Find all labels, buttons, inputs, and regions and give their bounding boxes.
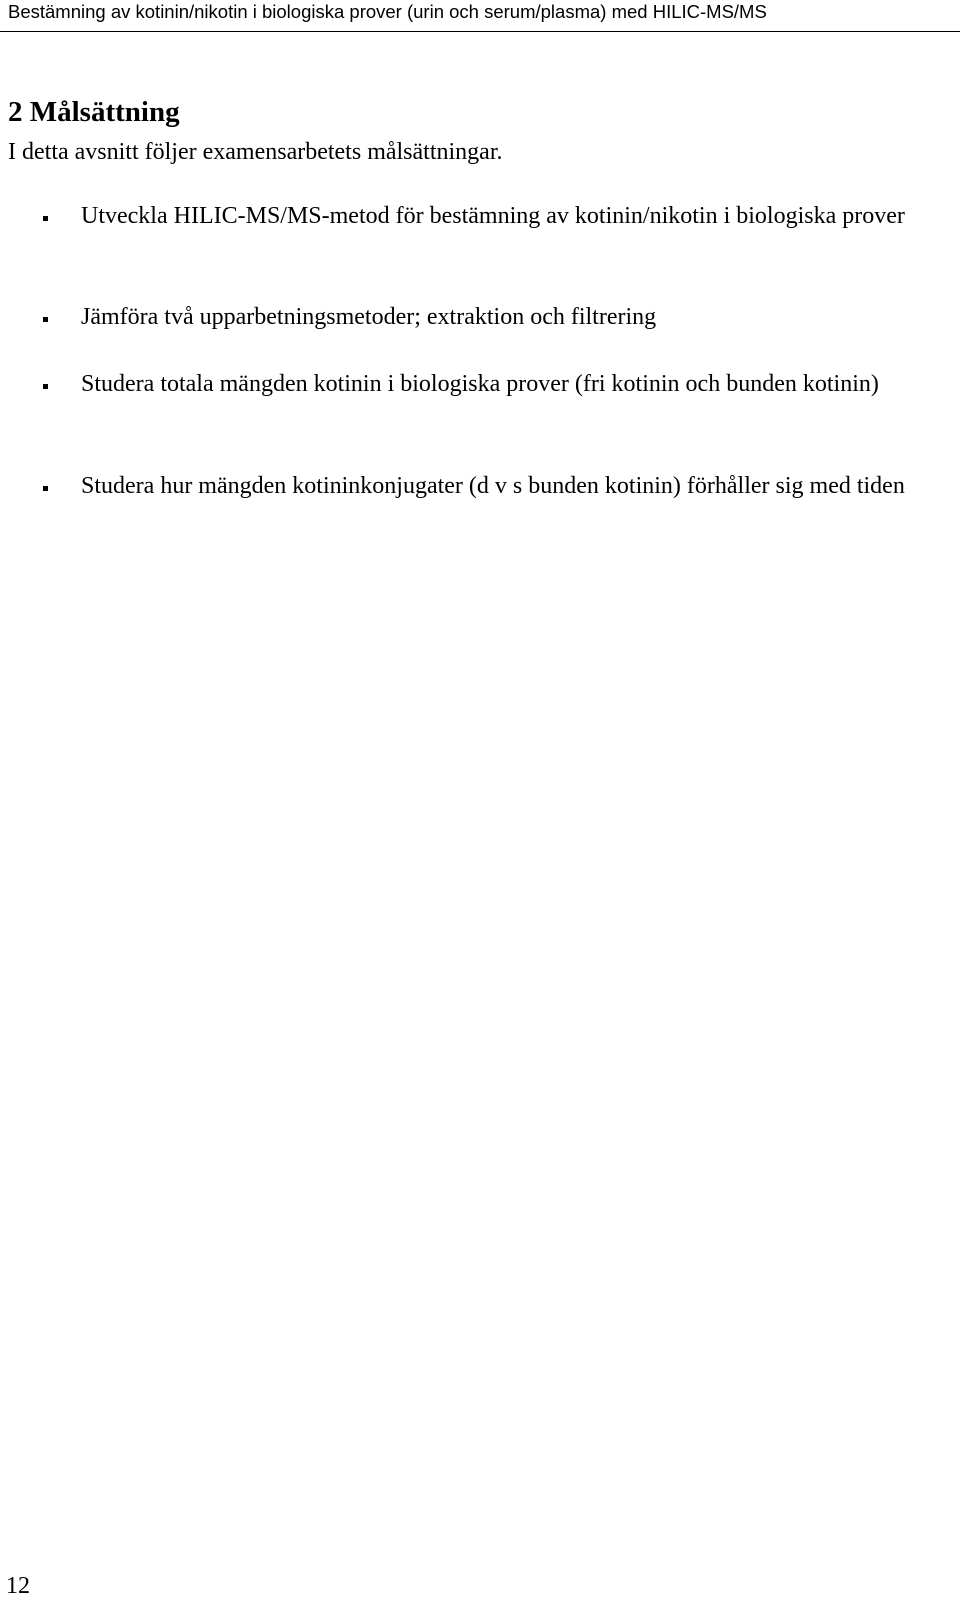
goal-text: Utveckla HILIC-MS/MS-metod för bestämning av kotinin/nikotin i biologiska prover	[81, 203, 905, 229]
goal-text: Jämföra två upparbetningsmetoder; extraktion och filtrering	[81, 304, 657, 330]
running-header: Bestämning av kotinin/nikotin i biologiska prover (urin och serum/plasma) med HILIC-MS/MS	[8, 1, 767, 22]
square-bullet-icon	[43, 317, 48, 322]
section-heading: 2 Målsättning	[8, 96, 180, 128]
square-bullet-icon	[43, 486, 48, 491]
header-divider	[0, 31, 960, 32]
section-intro: I detta avsnitt följer examensarbetets målsättningar.	[8, 139, 503, 165]
page-number: 12	[6, 1573, 30, 1599]
goal-text: Studera hur mängden kotininkonjugater (d v s bunden kotinin) förhåller sig med tiden	[81, 473, 905, 499]
square-bullet-icon	[43, 384, 48, 389]
square-bullet-icon	[43, 216, 48, 221]
goal-text: Studera totala mängden kotinin i biologiska prover (fri kotinin och bunden kotinin)	[81, 371, 879, 397]
